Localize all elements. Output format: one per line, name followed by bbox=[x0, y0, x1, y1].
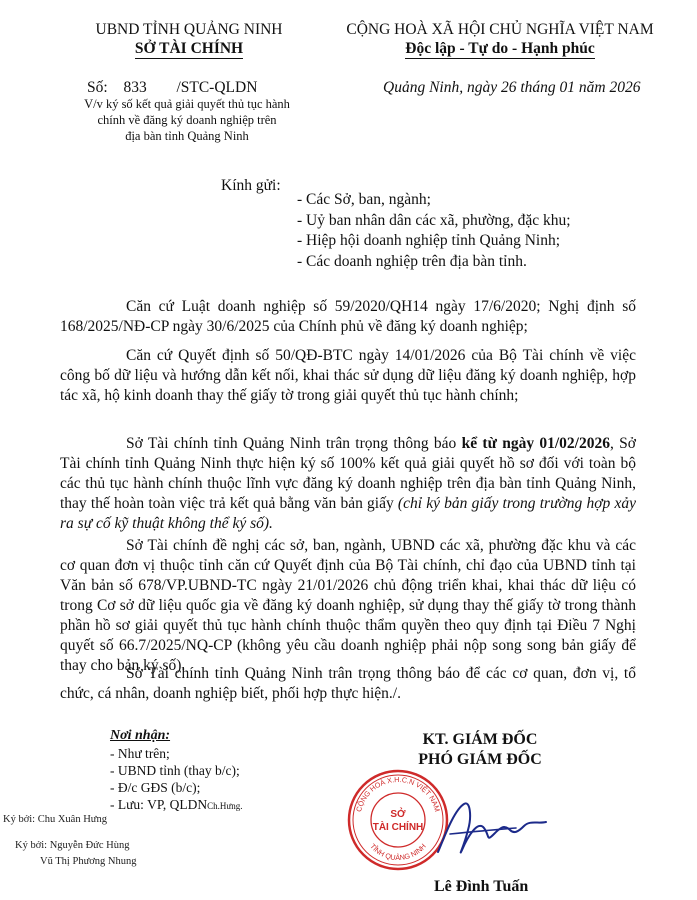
motto: Độc lập - Tự do - Hạnh phúc bbox=[405, 40, 595, 57]
distribution-block bbox=[110, 727, 350, 815]
handwritten-signature bbox=[420, 790, 560, 870]
paragraph-3-text-cont: , Sở Tài chính tỉnh Quảng Ninh thực hiện ký số 100% kết quả giải quyết hồ sơ đối với toàn bộ các thủ tục hành chính thuộc lĩnh vực đăng ký doanh nghiệp trên địa bàn tỉnh Quảng Ninh, thay thế hoàn toàn việc trả kết quả bằng văn bản giấy bbox=[60, 435, 636, 512]
seal-center-line2: TÀI CHÍNH bbox=[372, 822, 424, 833]
date-day-label: ngày bbox=[466, 79, 498, 96]
agency-name: UBND TỈNH QUẢNG NINH bbox=[95, 21, 283, 38]
date-line bbox=[383, 78, 683, 97]
date-place: Quảng Ninh, bbox=[383, 79, 464, 96]
recipient-item: - Hiệp hội doanh nghiệp tỉnh Quảng Ninh; bbox=[297, 232, 561, 249]
number-suffix: /STC-QLDN bbox=[176, 79, 258, 96]
recipients-label: Kính gửi: bbox=[221, 177, 281, 194]
distribution-label: Nơi nhận: bbox=[110, 728, 171, 743]
recipient-item: - Uỷ ban nhân dân các xã, phường, đặc khu; bbox=[297, 211, 571, 229]
distribution-item: - Đ/c GĐS (b/c); bbox=[110, 780, 201, 795]
nation-title: CỘNG HOÀ XÃ HỘI CHỦ NGHĨA VIỆT NAM bbox=[346, 21, 654, 38]
paragraph-3-note: (chỉ ký bản giấy trong trường hợp xảy ra sự cố kỹ thuật không thể ký số). bbox=[60, 495, 636, 532]
effective-date: kể từ ngày 01/02/2026 bbox=[461, 435, 610, 452]
date-month-year: tháng 01 năm 2026 bbox=[520, 79, 641, 96]
subject-line: V/v ký số kết quả giải quyết thủ tục hành bbox=[84, 97, 290, 111]
signer-name: Lê Đình Tuấn bbox=[434, 878, 529, 895]
paragraph-4-text: Sở Tài chính đề nghị các sở, ban, ngành, UBND các xã, phường đặc khu và các cơ quan đơn vị thuộc tỉnh căn cứ Quyết định của Bộ Tài chính, chỉ đạo của UBND tỉnh tại Văn bản số 678/VP.UBND-TC ngày 21/01/2026 chủ động triển khai, khai thác dữ liệu có trong Cơ sở dữ liệu quốc gia về đăng ký doanh nghiệp, sử dụng thay thế giấy tờ trong thành phần hồ sơ giải quyết thủ tục hành chính thuộc thẩm quyền theo quy định tại Điều 7 Nghị quyết số 66.7/2025/NQ-CP (không yêu cầu doanh nghiệp phải nộp song song bản giấy để thay cho bản ký số). bbox=[60, 537, 636, 674]
recipient-item: - Các doanh nghiệp trên địa bàn tỉnh. bbox=[297, 252, 527, 270]
subject-line: địa bàn tỉnh Quảng Ninh bbox=[125, 129, 249, 143]
date-day: 26 bbox=[500, 79, 517, 96]
recipients-list bbox=[297, 190, 677, 272]
paragraph-3 bbox=[60, 434, 636, 534]
signature-title bbox=[360, 730, 600, 770]
seal-center-line1: SỞ bbox=[390, 809, 406, 820]
subject-line: chính về đăng ký doanh nghiệp trên bbox=[97, 113, 277, 127]
distribution-item: - UBND tỉnh (thay b/c); bbox=[110, 763, 240, 778]
header-left bbox=[64, 20, 314, 59]
paragraph-1 bbox=[60, 297, 636, 337]
paragraph-3-text: Sở Tài chính tỉnh Quảng Ninh trân trọng thông báo bbox=[126, 435, 462, 452]
subject-block bbox=[62, 96, 312, 144]
number-label: Số: bbox=[87, 79, 108, 96]
distribution-item-last: - Lưu: VP, QLDNCh.Hưng. bbox=[110, 797, 243, 812]
signature-stroke bbox=[420, 790, 560, 870]
archive-suffix: Ch.Hưng. bbox=[207, 801, 243, 811]
paragraph-1-text: Căn cứ Luật doanh nghiệp số 59/2020/QH14 ngày 17/6/2020; Nghị định số 168/2025/NĐ-CP ngày 30/6/2025 của Chính phủ về đăng ký doanh nghiệp; bbox=[60, 298, 636, 335]
department-name: SỞ TÀI CHÍNH bbox=[134, 40, 244, 57]
seal-ring-bottom: TỈNH QUẢNG NINH bbox=[368, 841, 428, 863]
distribution-item: - Như trên; bbox=[110, 746, 170, 761]
paragraph-4 bbox=[60, 536, 636, 676]
recipient-item: - Các Sở, ban, ngành; bbox=[297, 191, 431, 208]
document-number bbox=[87, 78, 347, 97]
signer-role: KT. GIÁM ĐỐC bbox=[422, 731, 538, 748]
paragraph-5 bbox=[60, 664, 636, 704]
signer-role-sub: PHÓ GIÁM ĐỐC bbox=[418, 751, 542, 768]
seal-ring-top: CỘNG HOÀ X.H.C.N VIỆT NAM bbox=[353, 774, 443, 813]
number-value: 833 bbox=[123, 79, 147, 96]
signer-note-1: Ký bởi: Chu Xuân Hưng bbox=[3, 814, 107, 825]
signer-note-3: Vũ Thị Phương Nhung bbox=[40, 856, 137, 867]
paragraph-2-text: Căn cứ Quyết định số 50/QĐ-BTC ngày 14/01/2026 của Bộ Tài chính về việc công bố dữ liệu và hướng dẫn kết nối, khai thác sử dụng dữ liệu đăng ký doanh nghiệp, hợp tác xã, hộ kinh doanh thay thế giấy tờ trong giải quyết thủ tục hành chính; bbox=[60, 347, 636, 404]
paragraph-5-text: Sở Tài chính tỉnh Quảng Ninh trân trọng thông báo để các cơ quan, đơn vị, tổ chức, cá nhân, doanh nghiệp biết, phối hợp thực hiện./. bbox=[60, 665, 636, 702]
signer-note-2: Ký bởi: Nguyễn Đức Hùng bbox=[15, 840, 130, 851]
paragraph-2 bbox=[60, 346, 636, 406]
header-right bbox=[330, 20, 670, 59]
